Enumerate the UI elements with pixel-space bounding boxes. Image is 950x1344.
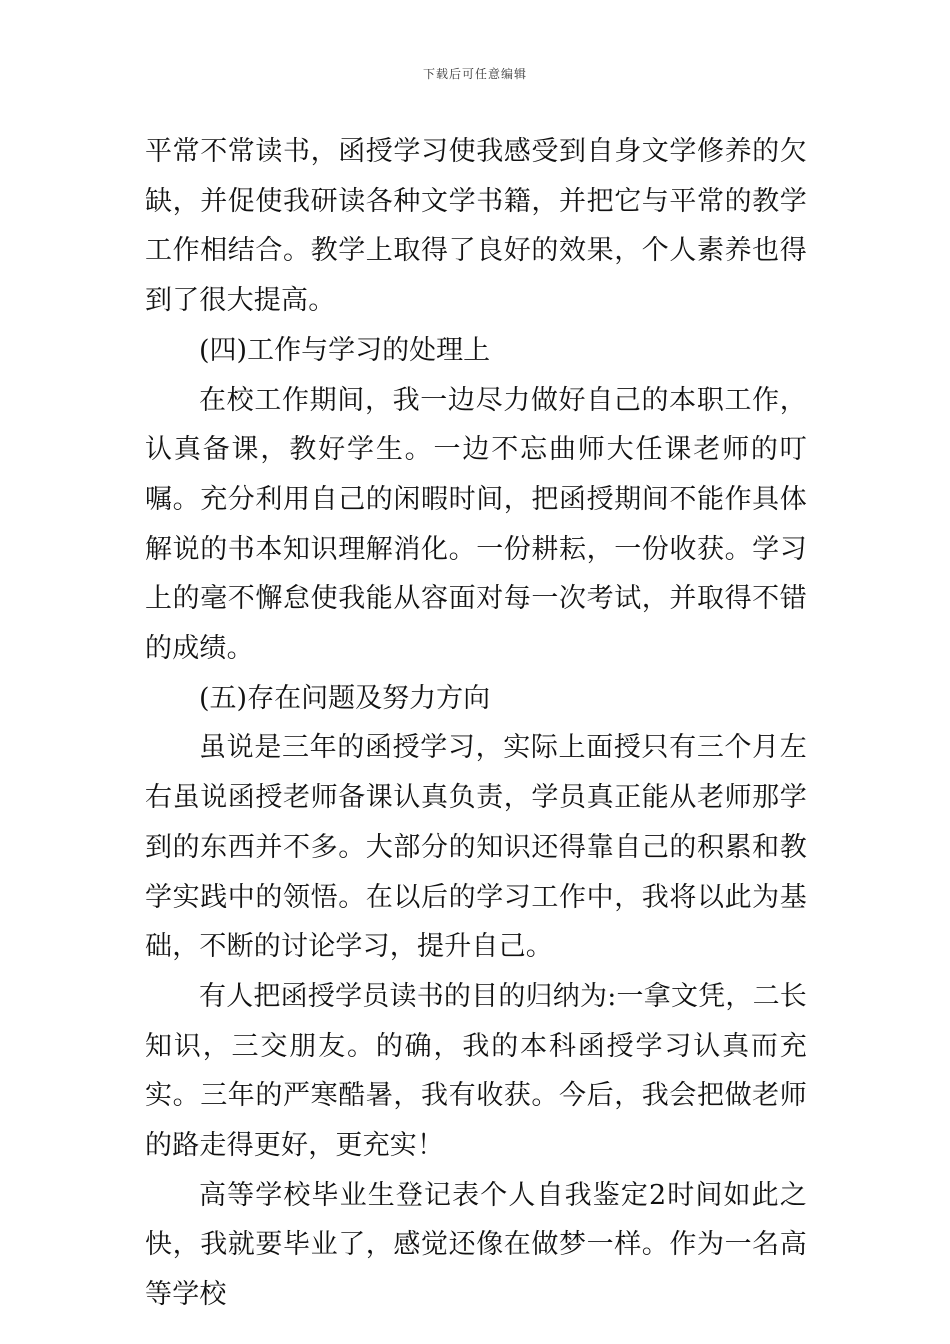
section-heading-five: (五)存在问题及努力方向 xyxy=(199,682,491,714)
document-body xyxy=(145,127,807,1320)
section-heading-four: (四)工作与学习的处理上 xyxy=(199,334,491,366)
page-header: 下载后可任意编辑 xyxy=(422,67,527,81)
paragraph-problems: 虽说是三年的函授学习，实际上面授只有三个月左右虽说函授老师备课认真负责，学员真正能从老师那学到的东西并不多。大部分的知识还得靠自己的积累和教学实践中的领悟。在以后的学习工作中，我将以此为基础，不断的讨论学习，提升自己。 xyxy=(145,732,807,963)
paragraph-continuation: 平常不常读书，函授学习使我感受到自身文学修养的欠缺，并促使我研读各种文学书籍，并把它与平常的教学工作相结合。教学上取得了良好的效果，个人素养也得到了很大提高。 xyxy=(145,136,807,317)
paragraph-self-assessment: 高等学校毕业生登记表个人自我鉴定2时间如此之快，我就要毕业了，感觉还像在做梦一样。作为一名高等学校 xyxy=(145,1179,807,1311)
paragraph-summary: 有人把函授学员读书的目的归纳为:一拿文凭，二长知识，三交朋友。的确，我的本科函授学习认真而充实。三年的严寒酷暑，我有收获。今后，我会把做老师的路走得更好，更充实！ xyxy=(145,980,807,1162)
paragraph-work-study: 在校工作期间，我一边尽力做好自己的本职工作，认真备课，教好学生。一边不忘曲师大任课老师的叮嘱。充分利用自己的闲暇时间，把函授期间不能作具体解说的书本知识理解消化。一份耕耘，一份收获。学习上的毫不懈怠使我能从容面对每一次考试，并取得不错的成绩。 xyxy=(145,384,807,665)
